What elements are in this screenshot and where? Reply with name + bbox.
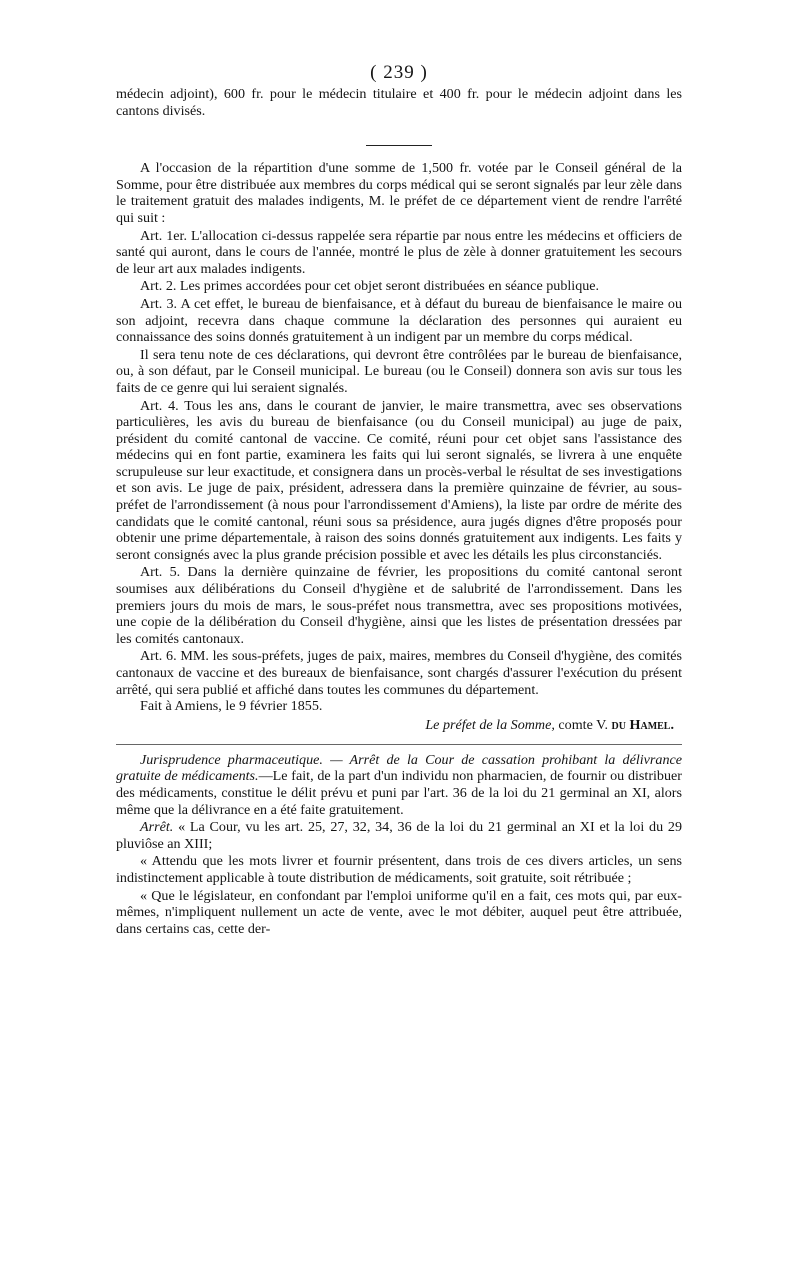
prefect-signature <box>116 717 674 734</box>
arret-text: « La Cour, vu les art. 25, 27, 32, 34, 36 de la loi du 21 germinal an XI et la loi du 29 pluviôse an XIII; <box>116 819 682 852</box>
que-paragraph: « Que le législateur, en confondant par l'emploi uniforme qu'il en a fait, ces mots qui, par eux-mêmes, n'impliquent nullement un acte de vente, avec le mot débiter, auquel peut être attribuée, dans certains cas, cette der- <box>116 887 682 937</box>
signature-name: du Hamel. <box>611 716 674 733</box>
section-rule <box>116 744 682 745</box>
book-page <box>116 62 682 937</box>
arret-label: Arrêt. <box>140 819 174 836</box>
signature-name-prefix: comte V. <box>558 716 609 733</box>
article-3-continued: Il sera tenu note de ces déclarations, qui devront être contrôlées par le bureau de bienfaisance, ou, à son défaut, par le Conseil municipal. Le bureau (ou le Conseil) donnera son avis sur tous les faits de ce genre qui lui seraient signalés. <box>116 346 682 396</box>
page-number: ( 239 ) <box>370 62 428 83</box>
article-2: Art. 2. Les primes accordées pour cet objet seront distribuées en séance publique. <box>140 278 600 295</box>
jurisprudence-heading <box>116 752 682 818</box>
article-5: Art. 5. Dans la dernière quinzaine de février, les propositions du comité cantonal seront soumises aux délibérations du Conseil d'hygiène et de salubrité de l'arrondissement. Dans les premiers jours du mois de mars, le sous-préfet nous transmettra, avec ses propositions motivées, une copie de la délibération du Conseil d'hygiène, ainsi que les listes de présentation dressées par les comités cantonaux. <box>116 564 682 647</box>
continuation-text: médecin adjoint), 600 fr. pour le médecin titulaire et 400 fr. pour le médecin adjoint dans les cantons divisés. <box>116 86 682 119</box>
article-1: Art. 1er. L'allocation ci-dessus rappelée sera répartie par nous entre les médecins et officiers de santé qui auront, dans le cours de l'année, montré le plus de zèle à donner gratuitement les secours de leur art aux malades indigents. <box>116 227 682 277</box>
section-divider <box>366 145 432 146</box>
signature-role: Le préfet de la Somme, <box>425 716 555 733</box>
article-4: Art. 4. Tous les ans, dans le courant de janvier, le maire transmettra, avec ses observations particulières, les avis du bureau de bienfaisance (ou du Conseil municipal) au juge de paix, président du comité cantonal de vaccine. Ce comité, réuni pour cet objet sans l'assistance des médecins qui en font partie, examinera les faits qui lui seront signalés, se livrera à une enquête scrupuleuse sur leur exactitude, et consignera dans un procès-verbal le résultat de ses investigations et son avis. Le juge de paix, président, adressera dans la première quinzaine de février, au sous-préfet de l'arrondissement (à nous pour l'arrondissement d'Amiens), la liste par ordre de mérite des candidats que le comité cantonal, réuni sous sa présidence, aura jugés dignes d'être proposés pour obtenir une prime départementale, à raison des soins donnés gratuitement aux indigents. Les faits y seront consignés avec la plus grande précision possible et avec les détails les plus circonstanciés. <box>116 397 682 563</box>
article-6: Art. 6. MM. les sous-préfets, juges de paix, maires, membres du Conseil d'hygiène, des comités cantonaux de vaccine et des bureaux de bienfaisance, sont chargés d'assurer l'exécution du présent arrêté, qui sera publié et affiché dans toutes les communes du département. <box>116 648 682 698</box>
arrete-date: Fait à Amiens, le 9 février 1855. <box>140 698 323 715</box>
article-3: Art. 3. A cet effet, le bureau de bienfaisance, et à défaut du bureau de bienfaisance le maire ou son adjoint, recevra dans chaque commune la déclaration des personnes qui auraient eu connaissance des soins donnés gratuitement à un indigent par un membre du corps médical. <box>116 295 682 346</box>
arret-paragraph <box>116 819 682 852</box>
jurisprudence-summary: —Le fait, de la part d'un individu non pharmacien, de fournir ou distribuer des médicaments, constitue le délit prévu et puni par l'art. 36 de la loi du 21 germinal an XI, alors même que la délivrance en a été faite gratuitement. <box>116 768 682 818</box>
arrete-intro: A l'occasion de la répartition d'une somme de 1,500 fr. votée par le Conseil général de la Somme, pour être distribuée aux membres du corps médical qui se seront signalés par leur zèle dans le traitement gratuit des malades indigents, M. le préfet de ce département vient de rendre l'arrêté qui suit : <box>116 160 682 226</box>
attendu-paragraph: « Attendu que les mots livrer et fournir présentent, dans trois de ces divers articles, un sens indistinctement applicable à toute distribution de médicaments, soit gratuite, soit rétribuée ; <box>116 853 682 886</box>
jurisprudence-title: Jurisprudence pharmaceutique. — Arrêt de la Cour de cassation prohibant la délivrance gratuite de médicaments. <box>116 751 682 785</box>
